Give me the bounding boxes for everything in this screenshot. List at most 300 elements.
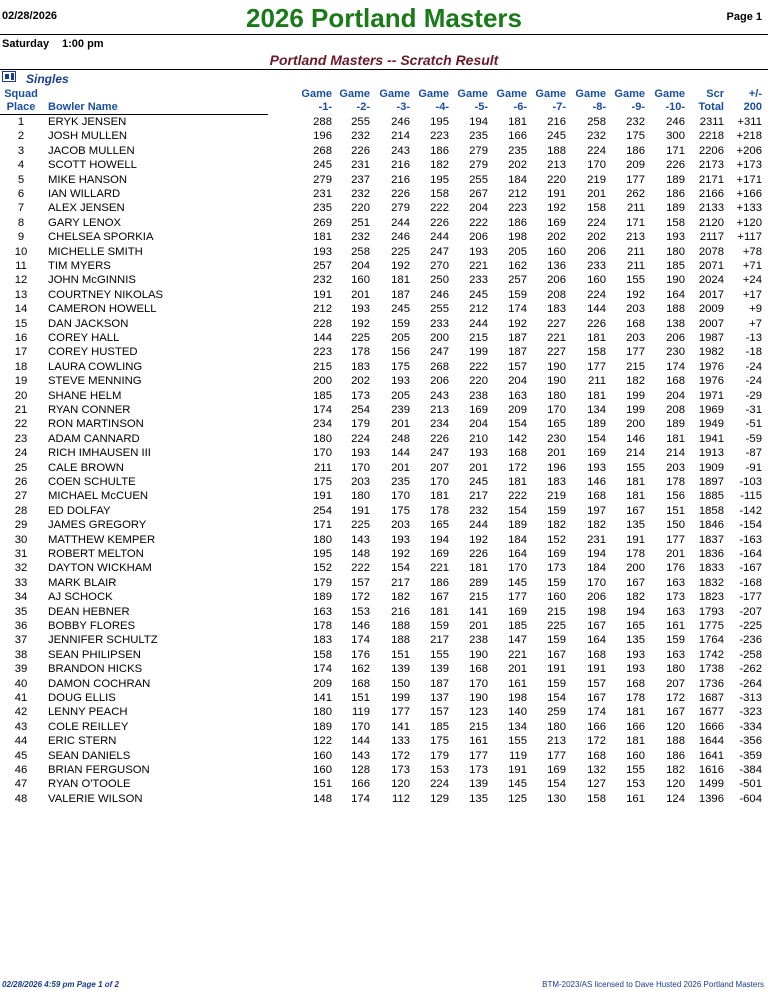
- game-score-cell: 219: [587, 173, 606, 186]
- game-score-cell: 186: [430, 144, 449, 157]
- game-score-cell: 212: [469, 303, 488, 316]
- bowler-name-cell: DAN JACKSON: [48, 317, 129, 330]
- game-score-cell: 188: [666, 735, 685, 748]
- plus-minus-cell: -167: [739, 562, 762, 575]
- game-score-cell: 192: [469, 533, 488, 546]
- scratch-total-cell: 1941: [698, 432, 724, 445]
- game-score-cell: 144: [313, 332, 332, 344]
- game-score-cell: 171: [313, 519, 332, 532]
- scratch-total-cell: 1913: [698, 447, 724, 460]
- subtitle-divider: [0, 69, 768, 70]
- game-score-cell: 225: [391, 245, 410, 258]
- table-row: [0, 561, 768, 575]
- game-score-cell: 191: [351, 504, 370, 517]
- game-score-cell: 262: [626, 188, 645, 200]
- game-score-cell: 193: [626, 648, 645, 661]
- plus-minus-cell: -87: [745, 447, 762, 460]
- game-score-cell: 224: [351, 432, 370, 445]
- game-score-cell: 177: [391, 706, 410, 719]
- game-score-cell: 185: [508, 620, 527, 632]
- plus-minus-cell: +218: [736, 130, 762, 143]
- game-score-cell: 173: [666, 591, 685, 604]
- game-score-cell: 192: [626, 288, 645, 301]
- game-score-cell: 235: [313, 202, 332, 215]
- place-cell: 26: [14, 476, 28, 488]
- game-score-cell: 159: [430, 620, 449, 632]
- game-score-cell: 206: [430, 375, 449, 388]
- game-score-cell: 170: [508, 562, 527, 575]
- game-score-cell: 244: [469, 317, 488, 330]
- game-score-cell: 177: [626, 346, 645, 359]
- scratch-total-cell: 2218: [698, 130, 724, 143]
- bowler-name-cell: BRIAN FERGUSON: [48, 764, 150, 776]
- place-cell: 18: [14, 360, 28, 373]
- scratch-total-cell: 1836: [698, 548, 724, 560]
- game-score-cell: 200: [430, 332, 449, 344]
- game-score-cell: 211: [587, 375, 606, 388]
- game-7-header: [530, 88, 566, 114]
- game-label: Game: [418, 88, 449, 100]
- game-score-cell: 224: [430, 778, 449, 791]
- game-score-cell: 214: [391, 130, 410, 143]
- game-score-cell: 124: [666, 792, 685, 805]
- bowler-name-cell: ERIC STERN: [48, 735, 117, 748]
- scratch-total-cell: 1793: [698, 605, 724, 618]
- game-score-cell: 206: [587, 245, 606, 258]
- game-label: Game: [379, 88, 410, 100]
- game-score-cell: 224: [587, 288, 606, 301]
- bowler-name-cell: VALERIE WILSON: [48, 792, 143, 805]
- game-score-cell: 183: [547, 476, 566, 488]
- game-score-cell: 164: [666, 288, 685, 301]
- table-row: [0, 360, 768, 374]
- game-score-cell: 170: [430, 476, 449, 488]
- game-score-cell: 188: [547, 144, 566, 157]
- table-row: [0, 691, 768, 705]
- game-score-cell: 216: [391, 159, 410, 172]
- game-score-cell: 221: [469, 260, 488, 272]
- game-score-cell: 144: [351, 735, 370, 748]
- scratch-total-cell: 2009: [698, 303, 724, 316]
- game-score-cell: 154: [508, 418, 527, 431]
- game-score-cell: 173: [469, 764, 488, 776]
- game-score-cell: 155: [626, 764, 645, 776]
- game-score-cell: 167: [626, 576, 645, 589]
- place-cell: 13: [14, 288, 28, 301]
- game-score-cell: 168: [587, 648, 606, 661]
- game-score-cell: 157: [508, 360, 527, 373]
- game-score-cell: 181: [626, 706, 645, 719]
- game-score-cell: 144: [587, 303, 606, 316]
- game-score-cell: 217: [430, 634, 449, 647]
- plus-minus-cell: -225: [739, 620, 762, 632]
- table-row: [0, 619, 768, 633]
- bowler-name-cell: COURTNEY NIKOLAS: [48, 288, 164, 301]
- game-number: -4-: [435, 101, 449, 113]
- bowler-name-cell: SCOTT HOWELL: [48, 159, 137, 172]
- scratch-total-cell: 1885: [698, 490, 724, 503]
- bowler-name-cell: SHANE HELM: [48, 389, 122, 402]
- game-score-cell: 146: [351, 620, 370, 632]
- place-cell: 21: [14, 404, 28, 416]
- table-row: [0, 677, 768, 691]
- game-score-cell: 181: [469, 562, 488, 575]
- game-score-cell: 255: [430, 303, 449, 316]
- game-score-cell: 244: [391, 216, 410, 229]
- game-score-cell: 200: [626, 418, 645, 431]
- scratch-total-cell: 2117: [699, 231, 724, 244]
- game-score-cell: 168: [666, 375, 685, 388]
- plus-minus-cell: +173: [736, 159, 762, 172]
- bowler-name-cell: RYAN O'TOOLE: [48, 778, 131, 791]
- game-score-cell: 161: [508, 677, 527, 690]
- game-score-cell: 246: [391, 116, 410, 128]
- game-score-cell: 158: [587, 202, 606, 215]
- game-score-cell: 258: [351, 245, 370, 258]
- game-score-cell: 135: [626, 519, 645, 532]
- plus-minus-cell: -356: [739, 735, 762, 748]
- plus-minus-cell: +24: [742, 274, 762, 287]
- game-score-cell: 135: [469, 792, 488, 805]
- game-score-cell: 158: [587, 346, 606, 359]
- game-score-cell: 175: [391, 504, 410, 517]
- game-score-cell: 170: [547, 404, 566, 416]
- game-score-cell: 247: [430, 346, 449, 359]
- game-score-cell: 193: [469, 245, 488, 258]
- game-score-cell: 233: [587, 260, 606, 272]
- plus-minus-cell: -323: [739, 706, 762, 719]
- game-score-cell: 153: [351, 605, 370, 618]
- game-score-cell: 168: [469, 663, 488, 676]
- game-score-cell: 169: [547, 764, 566, 776]
- game-score-cell: 222: [351, 562, 370, 575]
- bowler-name-cell: COREY HALL: [48, 332, 120, 344]
- bowler-name-cell: DAMON COCHRAN: [48, 677, 151, 690]
- game-score-cell: 185: [430, 720, 449, 733]
- game-score-cell: 133: [391, 735, 410, 748]
- game-score-cell: 187: [508, 332, 527, 344]
- bowler-name-cell: SEAN PHILIPSEN: [48, 648, 141, 661]
- game-score-cell: 215: [469, 332, 488, 344]
- game-score-cell: 134: [587, 404, 606, 416]
- table-row: [0, 605, 768, 619]
- squad-day: Saturday: [2, 38, 50, 50]
- place-cell: 4: [17, 159, 25, 172]
- game-score-cell: 165: [430, 519, 449, 532]
- game-score-cell: 245: [469, 288, 488, 301]
- table-row: [0, 317, 768, 331]
- place-cell: 24: [14, 447, 28, 460]
- game-score-cell: 234: [313, 418, 332, 431]
- game-score-cell: 223: [430, 130, 449, 143]
- scratch-total-cell: 1666: [698, 720, 724, 733]
- game-score-cell: 232: [587, 130, 606, 143]
- table-row: [0, 259, 768, 273]
- place-cell: 14: [14, 303, 28, 316]
- game-score-cell: 231: [351, 159, 370, 172]
- game-score-cell: 112: [391, 792, 410, 805]
- game-score-cell: 178: [666, 476, 685, 488]
- game-score-cell: 193: [469, 447, 488, 460]
- game-score-cell: 183: [351, 360, 370, 373]
- game-score-cell: 168: [587, 749, 606, 762]
- game-score-cell: 168: [351, 677, 370, 690]
- place-cell: 45: [14, 749, 28, 762]
- table-row: [0, 374, 768, 388]
- table-row: [0, 345, 768, 359]
- table-row: [0, 273, 768, 287]
- page-title: 2026 Portland Masters: [245, 3, 522, 33]
- game-score-cell: 186: [508, 216, 527, 229]
- game-score-cell: 177: [626, 173, 645, 186]
- place-cell: 46: [14, 764, 28, 776]
- place-cell: 27: [14, 490, 28, 503]
- game-score-cell: 178: [313, 620, 332, 632]
- game-score-cell: 162: [351, 663, 370, 676]
- game-score-cell: 225: [351, 332, 370, 344]
- game-score-cell: 199: [626, 404, 645, 416]
- bowler-name-cell: CALE BROWN: [48, 461, 124, 474]
- bowler-name-cell: COEN SCHULTE: [48, 476, 136, 488]
- bowler-name-header: Bowler Name: [48, 101, 118, 113]
- game-score-cell: 130: [547, 792, 566, 805]
- scratch-total-cell: 1396: [698, 792, 724, 805]
- scratch-total-cell: 1499: [698, 778, 724, 791]
- game-score-cell: 189: [587, 418, 606, 431]
- game-score-cell: 288: [313, 116, 332, 128]
- game-score-cell: 150: [666, 519, 685, 532]
- game-score-cell: 173: [547, 562, 566, 575]
- game-score-cell: 189: [508, 519, 527, 532]
- game-score-cell: 185: [666, 260, 685, 272]
- bowler-name-cell: ERYK JENSEN: [48, 116, 127, 128]
- game-score-cell: 167: [547, 648, 566, 661]
- game-score-cell: 150: [391, 677, 410, 690]
- bowler-name-cell: MATTHEW KEMPER: [48, 533, 156, 546]
- scratch-total-cell: 2173: [698, 159, 724, 172]
- bowler-name-cell: JOHN McGINNIS: [48, 274, 136, 287]
- game-score-cell: 207: [430, 461, 449, 474]
- scratch-total-cell: 2071: [698, 260, 724, 272]
- game-score-cell: 170: [351, 461, 370, 474]
- scratch-total-cell: 2206: [698, 144, 724, 157]
- game-4-header: [413, 88, 449, 114]
- table-row: [0, 576, 768, 590]
- game-score-cell: 237: [351, 173, 370, 186]
- scratch-total-cell: 1897: [698, 476, 724, 488]
- game-score-cell: 191: [313, 490, 332, 503]
- game-label: Game: [457, 88, 488, 100]
- game-score-cell: 246: [391, 231, 410, 244]
- game-score-cell: 183: [313, 634, 332, 647]
- squad-place-header: [2, 88, 40, 114]
- place-cell: 37: [14, 634, 28, 647]
- bowler-name-cell: RYAN CONNER: [48, 404, 131, 416]
- game-score-cell: 199: [391, 692, 410, 704]
- game-score-cell: 177: [508, 591, 527, 604]
- place-cell: 1: [17, 116, 25, 128]
- game-score-cell: 289: [469, 576, 488, 589]
- scratch-total-header: Scr Total: [698, 88, 724, 113]
- game-score-cell: 174: [587, 706, 606, 719]
- game-score-cell: 258: [587, 116, 606, 128]
- game-score-cell: 186: [666, 188, 685, 200]
- scratch-total-cell: 1644: [698, 735, 724, 748]
- game-score-cell: 226: [666, 159, 685, 172]
- game-score-cell: 177: [469, 749, 488, 762]
- place-cell: 6: [17, 188, 25, 200]
- game-score-cell: 246: [430, 288, 449, 301]
- game-score-cell: 155: [626, 274, 645, 287]
- game-score-cell: 199: [469, 346, 488, 359]
- game-score-cell: 166: [351, 778, 370, 791]
- table-row: [0, 201, 768, 215]
- game-score-cell: 215: [469, 720, 488, 733]
- game-score-cell: 160: [587, 274, 606, 287]
- game-score-cell: 163: [666, 605, 685, 618]
- bowler-name-cell: IAN WILLARD: [48, 188, 121, 200]
- game-score-cell: 154: [547, 778, 566, 791]
- game-score-cell: 181: [626, 735, 645, 748]
- game-score-cell: 169: [587, 447, 606, 460]
- game-score-cell: 211: [313, 461, 332, 474]
- game-score-cell: 148: [351, 548, 370, 560]
- game-score-cell: 199: [626, 389, 645, 402]
- game-score-cell: 211: [626, 260, 645, 272]
- plus-minus-cell: -384: [739, 764, 762, 776]
- game-score-cell: 179: [313, 576, 332, 589]
- place-cell: 38: [14, 648, 28, 661]
- game-score-cell: 136: [547, 260, 566, 272]
- game-score-cell: 175: [430, 735, 449, 748]
- game-score-cell: 243: [430, 389, 449, 402]
- table-row: [0, 763, 768, 777]
- game-score-cell: 174: [313, 663, 332, 676]
- bowler-name-cell: MICHELLE SMITH: [48, 245, 143, 258]
- game-score-cell: 153: [626, 778, 645, 791]
- game-score-cell: 215: [626, 360, 645, 373]
- game-score-cell: 120: [666, 720, 685, 733]
- game-score-cell: 193: [351, 303, 370, 316]
- game-score-cell: 191: [547, 663, 566, 676]
- game-score-cell: 226: [391, 188, 410, 200]
- game-score-cell: 194: [430, 533, 449, 546]
- game-score-cell: 203: [351, 476, 370, 488]
- scratch-total-cell: 2166: [698, 188, 724, 200]
- report-date: 02/28/2026: [2, 10, 58, 22]
- scratch-total-cell: 1909: [698, 461, 724, 474]
- game-score-cell: 182: [587, 519, 606, 532]
- game-score-cell: 201: [469, 620, 488, 632]
- game-label: Game: [614, 88, 645, 100]
- game-score-cell: 161: [666, 620, 685, 632]
- game-score-cell: 162: [508, 260, 527, 272]
- game-score-cell: 245: [313, 159, 332, 172]
- bowler-name-cell: TIM MYERS: [48, 260, 111, 272]
- game-score-cell: 254: [351, 404, 370, 416]
- game-score-cell: 174: [313, 404, 332, 416]
- game-score-cell: 181: [508, 476, 527, 488]
- game-score-cell: 152: [547, 533, 566, 546]
- game-score-cell: 165: [626, 620, 645, 632]
- game-5-header: [452, 88, 488, 114]
- game-score-cell: 222: [469, 360, 488, 373]
- plus-minus-cell: -13: [745, 332, 762, 344]
- game-label: Game: [535, 88, 566, 100]
- game-score-cell: 188: [666, 303, 685, 316]
- bowler-name-cell: JAMES GREGORY: [48, 519, 147, 532]
- game-score-cell: 227: [547, 317, 566, 330]
- game-score-cell: 206: [666, 332, 685, 344]
- place-cell: 2: [17, 130, 25, 143]
- scratch-total-cell: 2133: [698, 202, 724, 215]
- page-number: Page 1: [726, 11, 762, 23]
- game-score-cell: 135: [626, 634, 645, 647]
- scratch-total-cell: 1976: [698, 375, 724, 388]
- game-score-cell: 178: [626, 692, 645, 704]
- bowler-name-cell: RICH IMHAUSEN III: [48, 447, 151, 460]
- game-score-cell: 215: [469, 591, 488, 604]
- game-score-cell: 245: [547, 130, 566, 143]
- place-cell: 28: [14, 504, 28, 517]
- bowler-name-cell: MARK BLAIR: [48, 576, 117, 589]
- game-score-cell: 204: [666, 389, 685, 402]
- game-score-cell: 138: [666, 317, 685, 330]
- place-cell: 20: [14, 389, 28, 402]
- game-score-cell: 164: [587, 634, 606, 647]
- game-score-cell: 189: [666, 418, 685, 431]
- game-score-cell: 227: [547, 346, 566, 359]
- table-row: [0, 633, 768, 647]
- game-score-cell: 147: [508, 634, 527, 647]
- place-cell: 17: [14, 346, 28, 359]
- game-score-cell: 139: [391, 663, 410, 676]
- game-score-cell: 173: [351, 389, 370, 402]
- game-score-cell: 216: [547, 116, 566, 128]
- scratch-total-cell: 1738: [698, 663, 724, 676]
- game-score-cell: 181: [313, 231, 332, 244]
- table-row: [0, 115, 768, 129]
- game-score-cell: 201: [547, 447, 566, 460]
- game-score-cell: 185: [313, 389, 332, 402]
- plus-minus-cell: +166: [736, 188, 762, 200]
- game-number: -7-: [552, 101, 566, 113]
- plus-minus-cell: -604: [739, 792, 762, 805]
- game-score-cell: 279: [469, 144, 488, 157]
- table-row: [0, 432, 768, 446]
- game-score-cell: 140: [508, 706, 527, 719]
- game-score-cell: 226: [430, 216, 449, 229]
- game-number: -10-: [665, 101, 685, 113]
- plus-minus-cell: -91: [745, 461, 762, 474]
- game-score-cell: 166: [508, 130, 527, 143]
- game-score-cell: 184: [508, 173, 527, 186]
- plus-minus-cell: -207: [739, 605, 762, 618]
- game-score-cell: 186: [626, 144, 645, 157]
- plus-minus-cell: -51: [745, 418, 762, 431]
- game-score-cell: 172: [587, 735, 606, 748]
- game-score-cell: 230: [547, 432, 566, 445]
- game-score-cell: 197: [587, 504, 606, 517]
- scratch-total-cell: 1736: [698, 677, 724, 690]
- game-score-cell: 226: [430, 432, 449, 445]
- bowler-name-cell: ALEX JENSEN: [48, 202, 125, 215]
- game-score-cell: 177: [666, 533, 685, 546]
- game-score-cell: 226: [587, 317, 606, 330]
- game-score-cell: 193: [666, 231, 685, 244]
- game-score-cell: 255: [351, 116, 370, 128]
- game-score-cell: 196: [313, 130, 332, 143]
